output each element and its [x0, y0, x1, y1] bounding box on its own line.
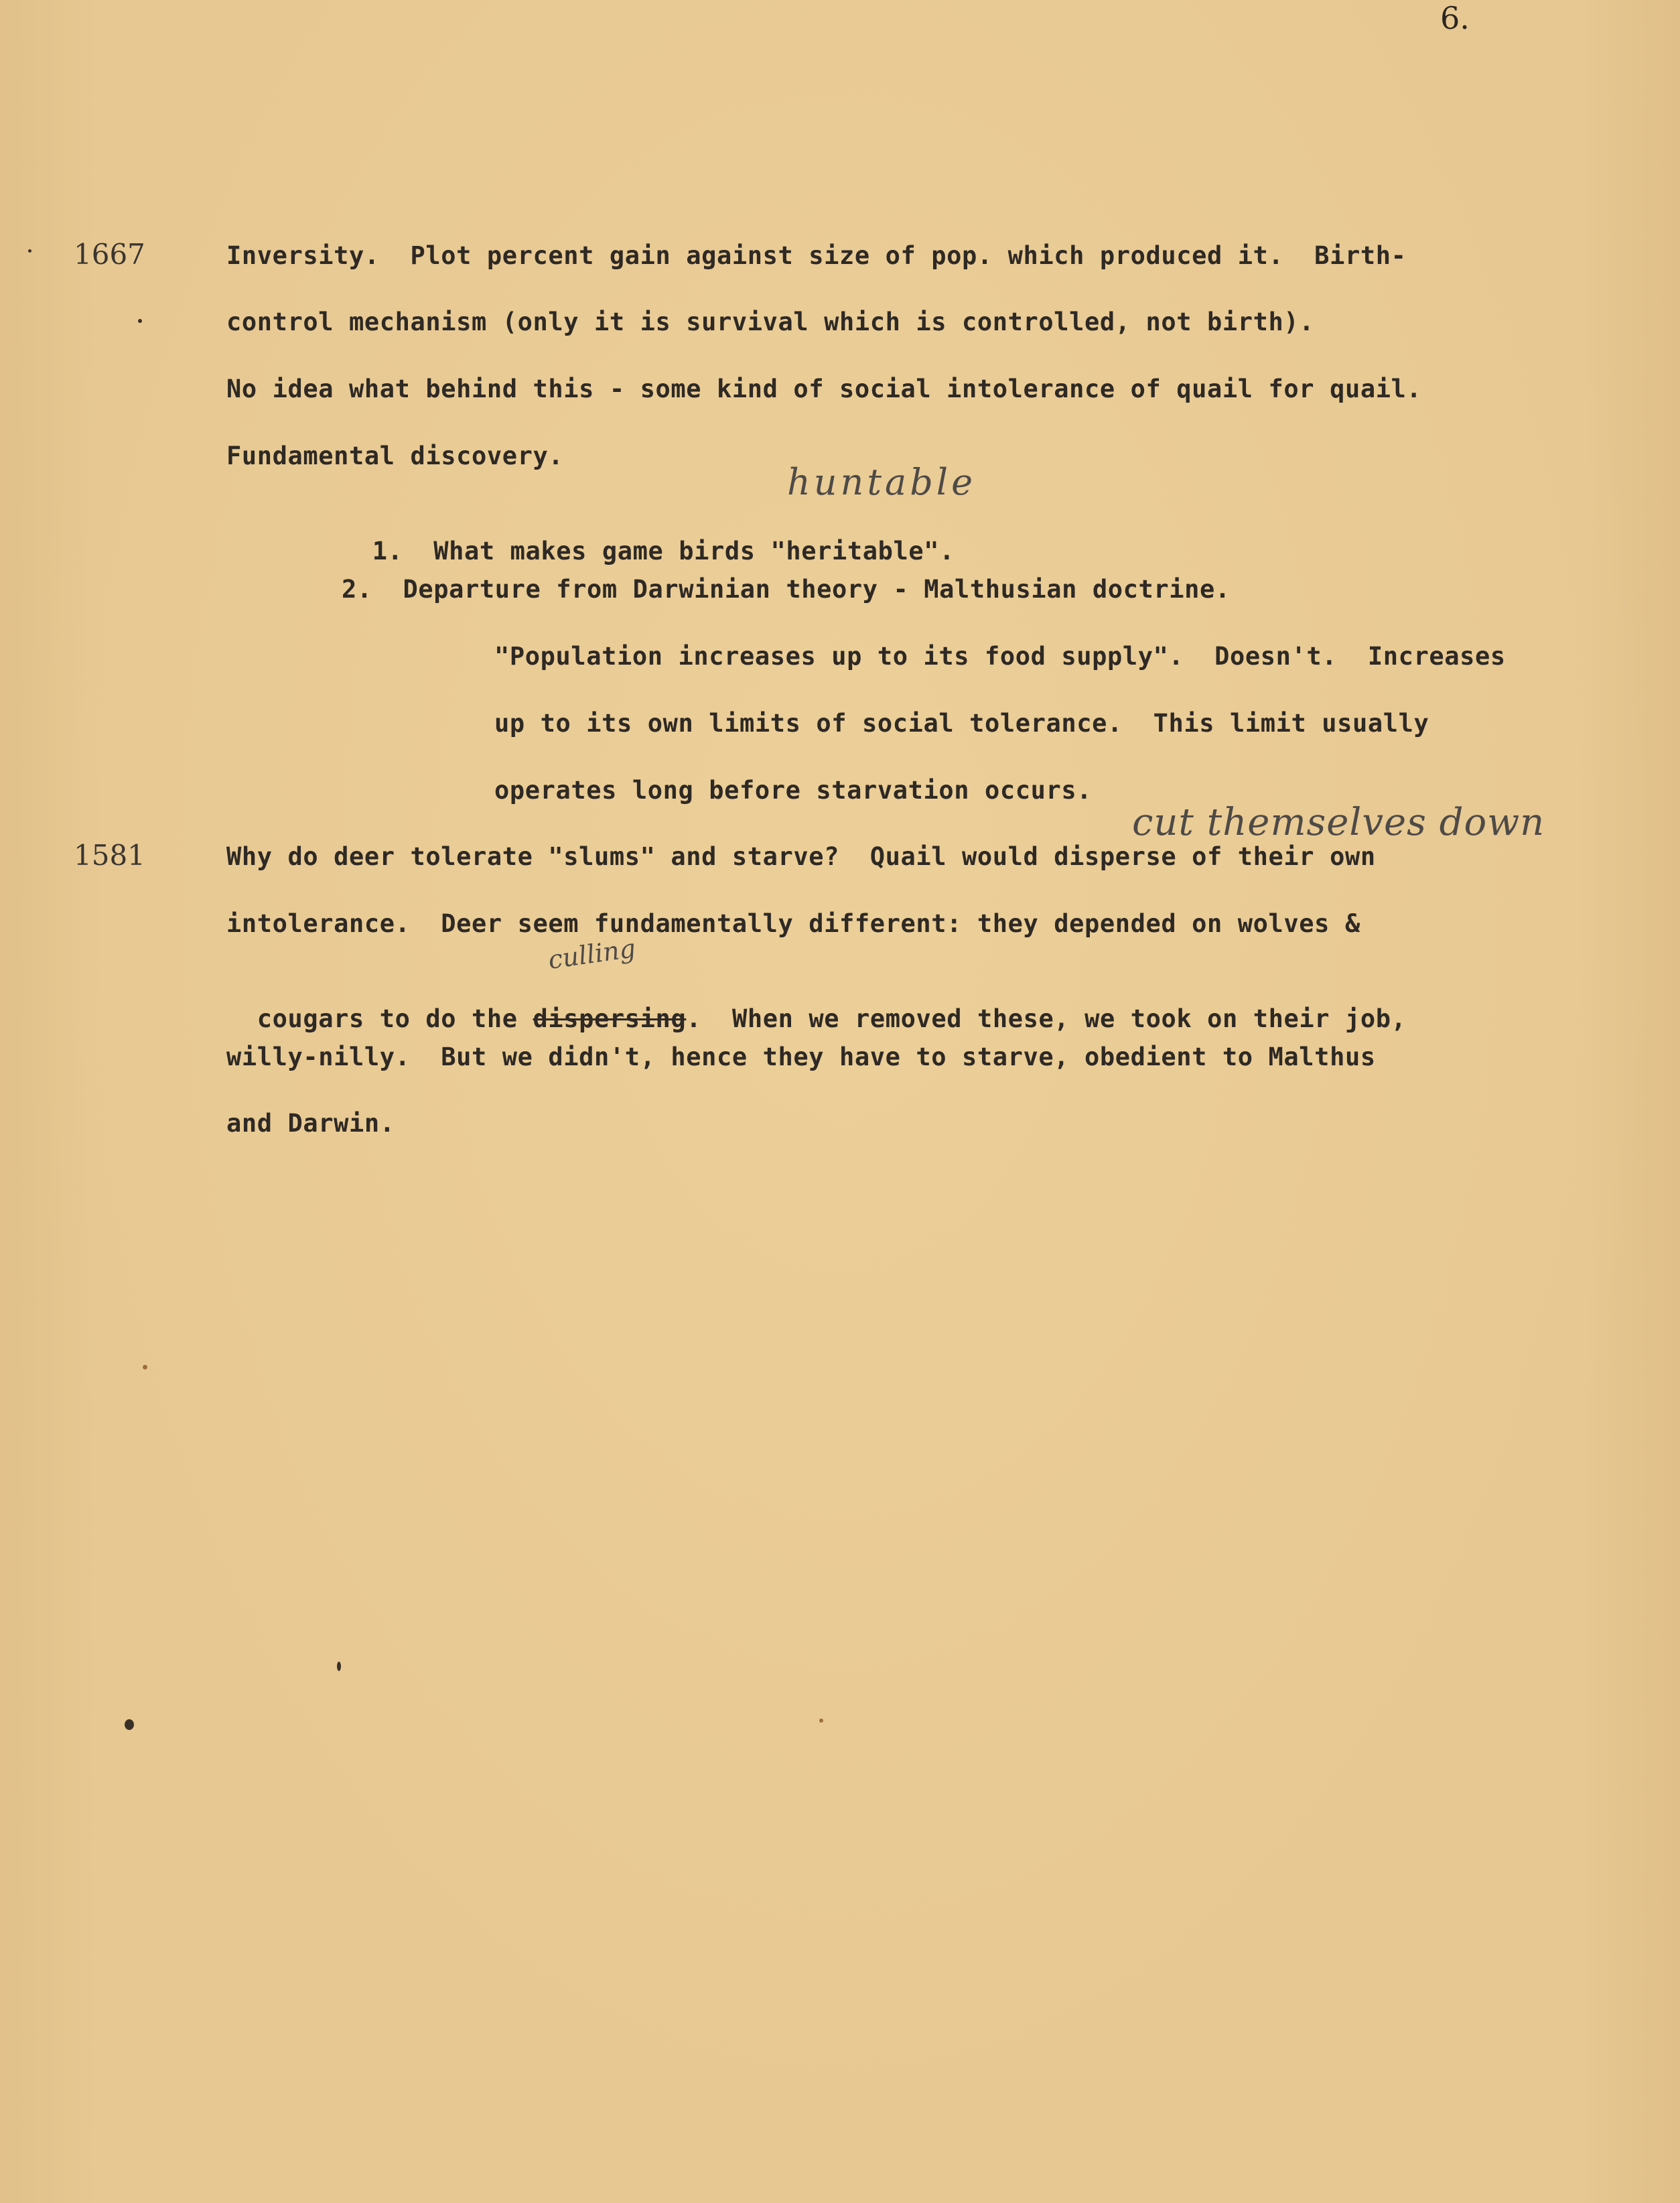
- list-item-1-prefix: 1. What makes game birds: [372, 537, 771, 565]
- struck-word-dispersing: dispersing: [533, 1004, 687, 1033]
- paper-speck: [143, 1365, 147, 1370]
- quote-line: operates long before starvation occurs.: [494, 776, 1093, 805]
- margin-number-1581: 1581: [74, 839, 145, 872]
- text-line: [226, 976, 1406, 1033]
- list-item-2: 2. Departure from Darwinian theory - Malthusian doctrine.: [342, 575, 1231, 604]
- page-number: 6.: [1440, 0, 1470, 36]
- quote-line: up to its own limits of social tolerance. This limit usually: [494, 709, 1429, 738]
- text-line: willy-nilly. But we didn't, hence they have to starve, obedient to Malthus: [226, 1043, 1376, 1071]
- paper-speck: [125, 1719, 134, 1730]
- paper-speck: [138, 319, 142, 323]
- paper-speck: [28, 249, 31, 253]
- handwritten-annotation-cut-down: cut themselves down: [1132, 801, 1545, 844]
- list-item-1-suffix: .: [939, 537, 955, 565]
- quote-line: "Population increases up to its food supply". Doesn't. Increases: [494, 642, 1506, 671]
- text-line: Fundamental discovery.: [226, 442, 564, 470]
- line3-prefix: cougars to do the: [257, 1004, 533, 1033]
- text-line: No idea what behind this - some kind of social intolerance of quail for quail.: [226, 375, 1422, 403]
- line3-suffix: . When we removed these, we took on their job,: [686, 1004, 1407, 1033]
- text-line: and Darwin.: [226, 1109, 395, 1138]
- margin-number-1667: 1667: [74, 238, 145, 271]
- text-line: intolerance. Deer seem fundamentally different: they depended on wolves &: [226, 909, 1360, 938]
- text-line: Inversity. Plot percent gain against size of pop. which produced it. Birth-: [226, 241, 1407, 270]
- paper-speck: [337, 1662, 341, 1671]
- paper-speck: [819, 1719, 823, 1723]
- text-line: control mechanism (only it is survival which is controlled, not birth).: [226, 308, 1315, 336]
- handwritten-correction: huntable: [787, 461, 977, 503]
- typed-word-heritable: "heritable": [770, 537, 940, 565]
- text-line: Why do deer tolerate "slums" and starve? Quail would disperse of their own: [226, 842, 1376, 871]
- list-item-1: [342, 508, 955, 565]
- handwritten-annotation-culling: culling: [546, 933, 638, 975]
